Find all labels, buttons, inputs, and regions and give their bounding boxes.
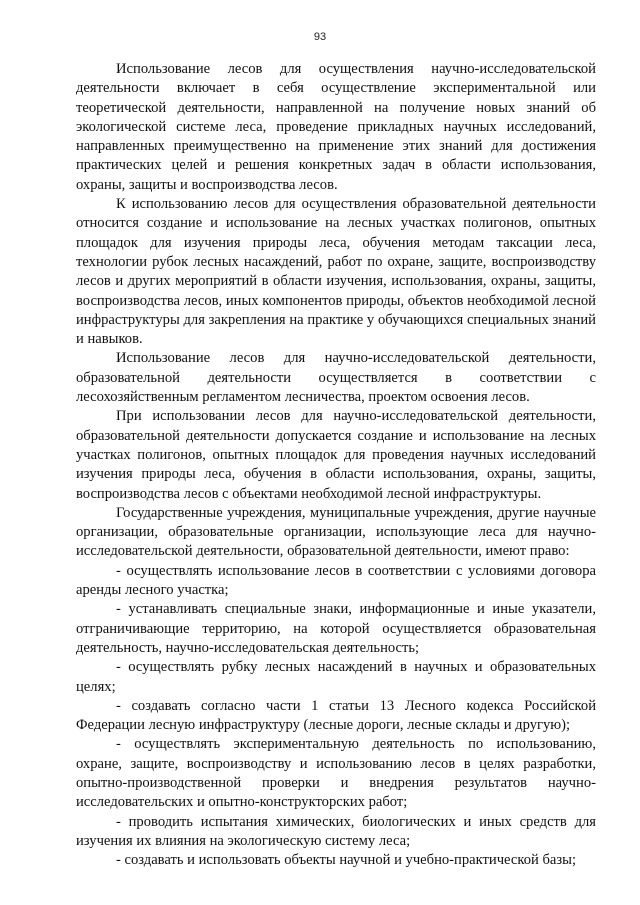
paragraph: Использование лесов для научно-исследовательской деятельности, образовательной деятельности осуществляется в соответствии с лесохозяйственным регламентом лесничества, проектом освоения лесов.	[76, 350, 596, 406]
list-item: - устанавливать специальные знаки, информационные и иные указатели, отграничивающие территорию, на которой осуществляется образовательная деятельность, научно-исследовательская деятельность;	[76, 601, 596, 656]
document-body	[76, 60, 596, 870]
page-number: 93	[313, 31, 327, 43]
list-item: - проводить испытания химических, биологических и иных средств для изучения их влияния на экологическую систему леса;	[76, 813, 596, 849]
list-item: - осуществлять экспериментальную деятельность по использованию, охране, защите, воспроизводству и использованию лесов в целях разработки, опытно-производственной проверки и внедрения результатов научно-исследовательских и опытно-конструкторских работ;	[76, 736, 596, 811]
paragraph: Использование лесов для осуществления научно-исследовательской деятельности включает в себя осуществление экспериментальной или теоретической деятельности, направленной на получение новых знаний об экологической системе леса, проведение прикладных научных исследований, направленных преимущественно на применение этих знаний для достижения практических целей и решения конкретных задач в области использования, охраны, защиты и воспроизводства лесов.	[76, 61, 596, 193]
list-item: - создавать согласно части 1 статьи 13 Лесного кодекса Российской Федерации лесную инфраструктуру (лесные дороги, лесные склады и другую);	[76, 697, 596, 734]
paragraph: При использовании лесов для научно-исследовательской деятельности, образовательной деятельности допускается создание и использование на лесных участках полигонов, опытных площадок для проведения научных исследований изучения природы леса, обучения в области использования, охраны, защиты, воспроизводства лесов с объектами необходимой лесной инфраструктуры.	[76, 408, 596, 502]
paragraph: К использованию лесов для осуществления образовательной деятельности относится создание и использование на лесных участках полигонов, опытных площадок для изучения природы леса, обучения методам таксации леса, технологии рубок лесных насаждений, работ по охране, защите, воспроизводству лесов и других мероприятий в области изучения, использования, охраны, защиты, воспроизводства лесов, иных компонентов природы, объектов необходимой лесной инфраструктуры для закрепления на практике у обучающихся специальных знаний и навыков.	[76, 196, 596, 348]
list-item: - осуществлять использование лесов в соответствии с условиями договора аренды лесного участка;	[76, 562, 596, 599]
list-item: - осуществлять рубку лесных насаждений в научных и образовательных целях;	[76, 659, 596, 695]
paragraph: Государственные учреждения, муниципальные учреждения, другие научные организации, образовательные организации, использующие леса для научно-исследовательской деятельности, образовательной деятельности, имеют право:	[76, 504, 596, 560]
list-item: - создавать и использовать объекты научной и учебно-практической базы;	[116, 852, 577, 869]
